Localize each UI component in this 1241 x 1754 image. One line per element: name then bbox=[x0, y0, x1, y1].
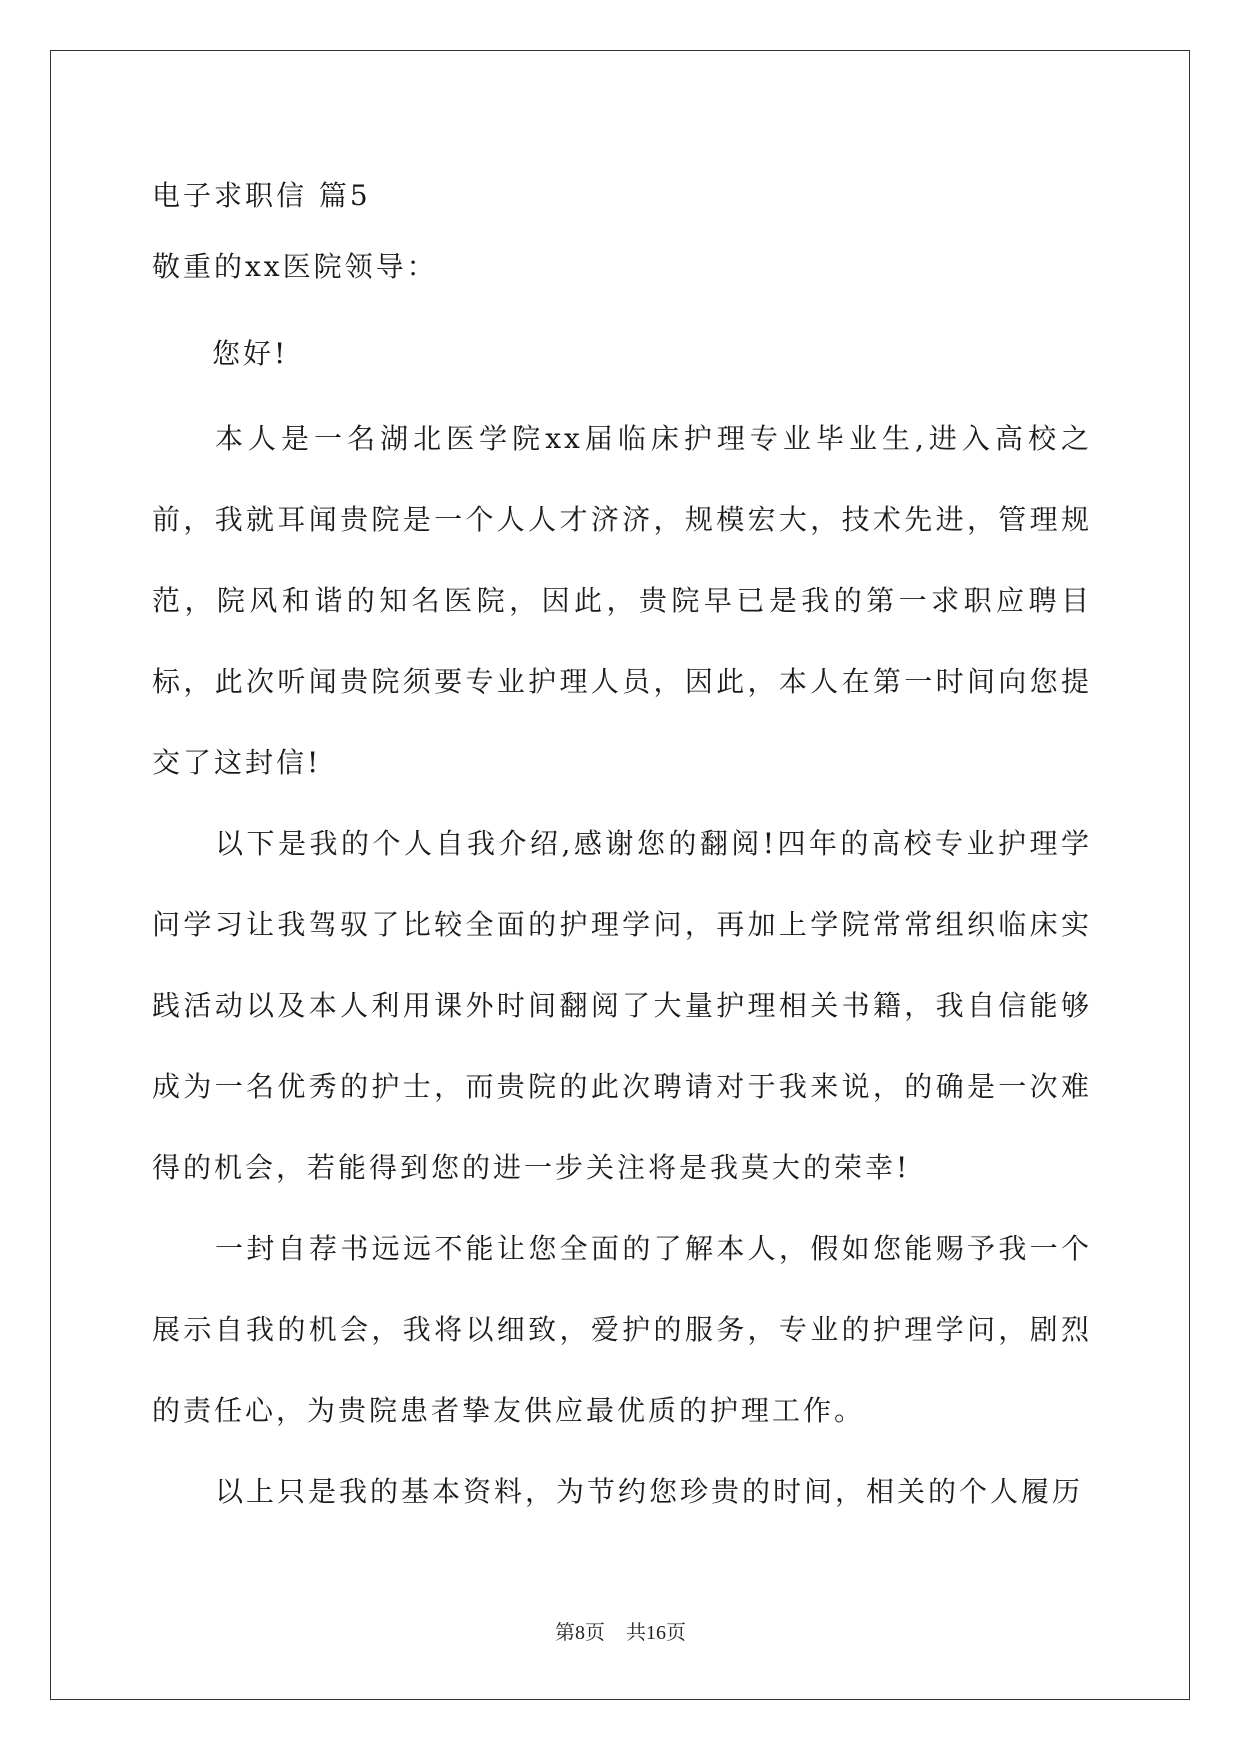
page-number: 第8页 bbox=[555, 1622, 605, 1644]
document-body bbox=[152, 170, 1092, 1532]
document-title: 电子求职信 篇5 bbox=[152, 179, 371, 212]
paragraph-4: 以上只是我的基本资料，为节约您珍贵的时间，相关的个人履历 bbox=[215, 1475, 1084, 1508]
paragraph-2: 以下是我的个人自我介绍,感谢您的翻阅!四年的高校专业护理学问学习让我驾驭了比较全面的护理学问，再加上学院常常组织临床实践活动以及本人利用课外时间翻阅了大量护理相关书籍，我自信能够成为一名优秀的护士，而贵院的此次聘请对于我来说，的确是一次难得的机会，若能得到您的进一步关注将是我莫大的荣幸! bbox=[152, 827, 1092, 1184]
greeting: 您好! bbox=[212, 337, 289, 370]
paragraph-1: 本人是一名湖北医学院xx届临床护理专业毕业生,进入高校之前，我就耳闻贵院是一个人人才济济，规模宏大，技术先进，管理规范，院风和谐的知名医院，因此，贵院早已是我的第一求职应聘目标，此次听闻贵院须要专业护理人员，因此，本人在第一时间向您提交了这封信! bbox=[152, 422, 1092, 779]
paragraph-3: 一封自荐书远远不能让您全面的了解本人，假如您能赐予我一个展示自我的机会，我将以细致，爱护的服务，专业的护理学问，剧烈的责任心，为贵院患者挚友供应最优质的护理工作。 bbox=[152, 1232, 1092, 1427]
page-footer bbox=[0, 1616, 1241, 1645]
salutation: 敬重的xx医院领导： bbox=[152, 250, 438, 283]
page-total: 共16页 bbox=[626, 1622, 686, 1644]
